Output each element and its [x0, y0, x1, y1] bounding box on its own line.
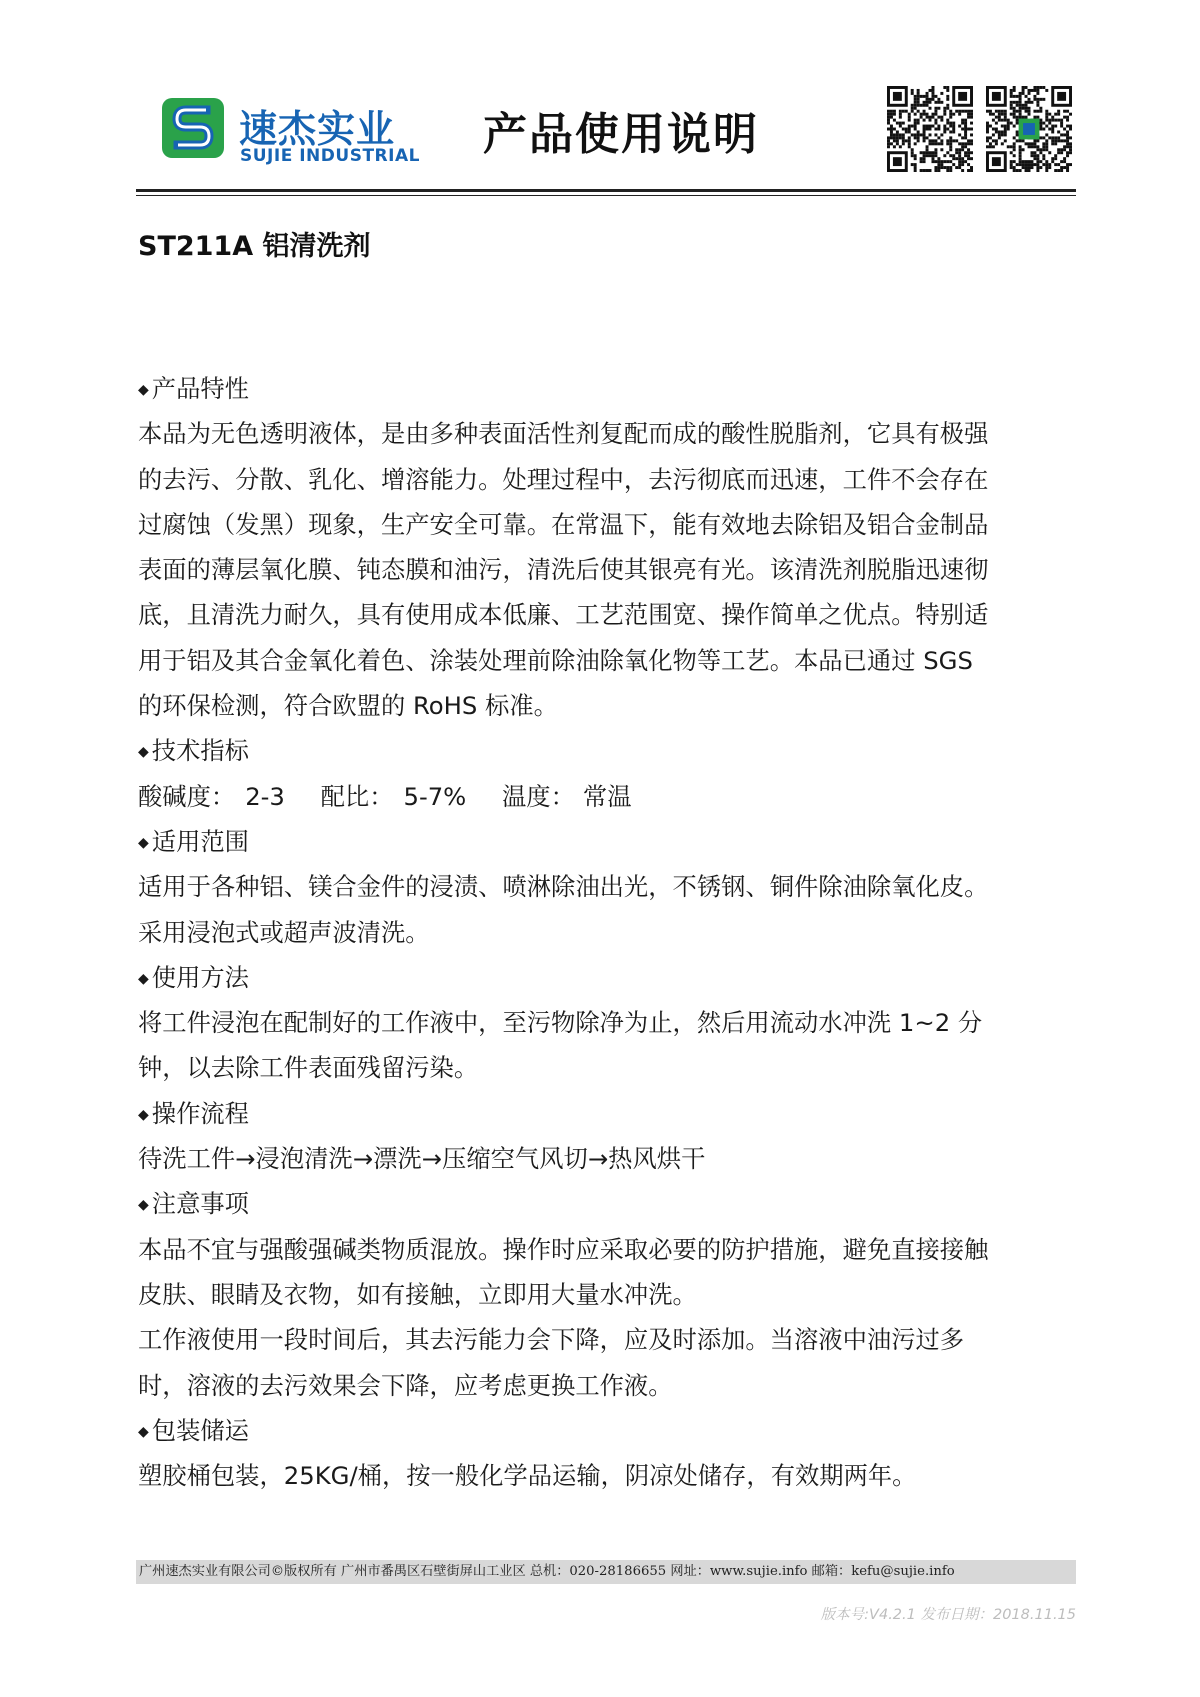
section-heading-text: 操作流程 — [151, 1098, 249, 1128]
diamond-bullet-icon: ◆ — [138, 1197, 149, 1214]
text-line: 塑胶桶包装，25KG/桶，按一般化学品运输，阴凉处储存，有效期两年。 — [138, 1461, 917, 1491]
spec-line — [138, 774, 1068, 819]
section-heading-text: 适用范围 — [151, 826, 249, 856]
diamond-bullet-icon: ◆ — [138, 970, 149, 987]
section-heading — [138, 819, 1068, 864]
sujie-logo-icon — [160, 96, 230, 160]
ratio-value: 5-7% — [403, 781, 467, 811]
text-line: 底，且清洗力耐久，具有使用成本低廉、工艺范围宽、操作简单之优点。特别适 — [138, 600, 989, 630]
text-line: 过腐蚀（发黑）现象，生产安全可靠。在常温下，能有效地去除铝及铝合金制品 — [138, 509, 989, 539]
text-line: 本品不宜与强酸强碱类物质混放。操作时应采取必要的防护措施，避免直接接触 — [138, 1234, 989, 1264]
qr-code-icon — [986, 86, 1072, 172]
section-heading — [138, 1091, 1068, 1136]
text-line: 工作液使用一段时间后，其去污能力会下降，应及时添加。当溶液中油污过多 — [138, 1325, 965, 1355]
text-line: 将工件浸泡在配制好的工作液中，至污物除净为止，然后用流动水冲洗 1~2 分 — [138, 1008, 983, 1038]
text-line: 的环保检测，符合欧盟的 RoHS 标准。 — [138, 691, 558, 721]
diamond-bullet-icon: ◆ — [138, 834, 149, 851]
diamond-bullet-icon: ◆ — [138, 1106, 149, 1123]
ph-value: 2-3 — [245, 781, 285, 811]
section-heading-text: 使用方法 — [151, 962, 249, 992]
qr-code-icon — [887, 86, 973, 172]
section-heading-text: 产品特性 — [151, 374, 249, 403]
text-line: 表面的薄层氧化膜、钝态膜和油污，清洗后使其银亮有光。该清洗剂脱脂迅速彻 — [138, 555, 989, 585]
header-divider — [136, 189, 1076, 192]
diamond-bullet-icon: ◆ — [138, 1423, 149, 1440]
text-line: 钟，以去除工件表面残留污染。 — [138, 1053, 479, 1083]
company-logo — [160, 96, 420, 166]
text-line: 本品为无色透明液体，是由多种表面活性剂复配而成的酸性脱脂剂，它具有极强 — [138, 419, 989, 449]
section-heading — [138, 1408, 1068, 1453]
section-heading-text: 注意事项 — [151, 1189, 249, 1219]
page-header — [136, 80, 1076, 190]
document-title: 产品使用说明 — [483, 109, 759, 160]
header-divider-thin — [136, 195, 1076, 196]
document-body — [138, 366, 1068, 1498]
logo-english-name: SUJIE INDUSTRIAL — [240, 146, 420, 166]
ratio-label: 配比： — [320, 781, 394, 811]
temp-label: 温度： — [502, 781, 575, 811]
diamond-bullet-icon: ◆ — [138, 744, 149, 761]
temp-value: 常温 — [582, 781, 632, 811]
diamond-bullet-icon: ◆ — [138, 382, 149, 398]
version-info: 版本号:V4.2.1 发布日期：2018.11.15 — [820, 1607, 1076, 1623]
text-line: 适用于各种铝、镁合金件的浸渍、喷淋除油出光，不锈钢、铜件除油除氧化皮。 — [138, 872, 989, 902]
text-line: 用于铝及其合金氧化着色、涂装处理前除油除氧化物等工艺。本品已通过 SGS — [138, 645, 973, 675]
section-heading — [138, 1181, 1068, 1226]
footer-company-info: 广州速杰实业有限公司©版权所有 广州市番禺区石壁街屏山工业区 总机：020-28186655 网址：www.sujie.info 邮箱：kefu@sujie.info — [139, 1564, 955, 1579]
section-heading — [138, 366, 1068, 411]
logo-chinese-name: 速杰实业 — [239, 107, 396, 151]
text-line: 采用浸泡式或超声波清洗。 — [138, 917, 430, 947]
text-line: 皮肤、眼睛及衣物，如有接触，立即用大量水冲洗。 — [138, 1279, 697, 1309]
features-paragraph — [138, 411, 1068, 728]
text-line: 待洗工件→浸泡清洗→漂洗→压缩空气风切→热风烘干 — [138, 1144, 706, 1174]
section-heading — [138, 728, 1068, 773]
ph-label: 酸碱度： — [138, 781, 236, 811]
text-line: 的去污、分散、乳化、增溶能力。处理过程中，去污彻底而迅速，工件不会存在 — [138, 464, 989, 494]
section-heading-text: 包装储运 — [151, 1415, 249, 1445]
product-title: ST211A 铝清洗剂 — [138, 231, 371, 262]
section-heading — [138, 955, 1068, 1000]
text-line: 时，溶液的去污效果会下降，应考虑更换工作液。 — [138, 1370, 673, 1400]
section-heading-text: 技术指标 — [151, 736, 249, 766]
